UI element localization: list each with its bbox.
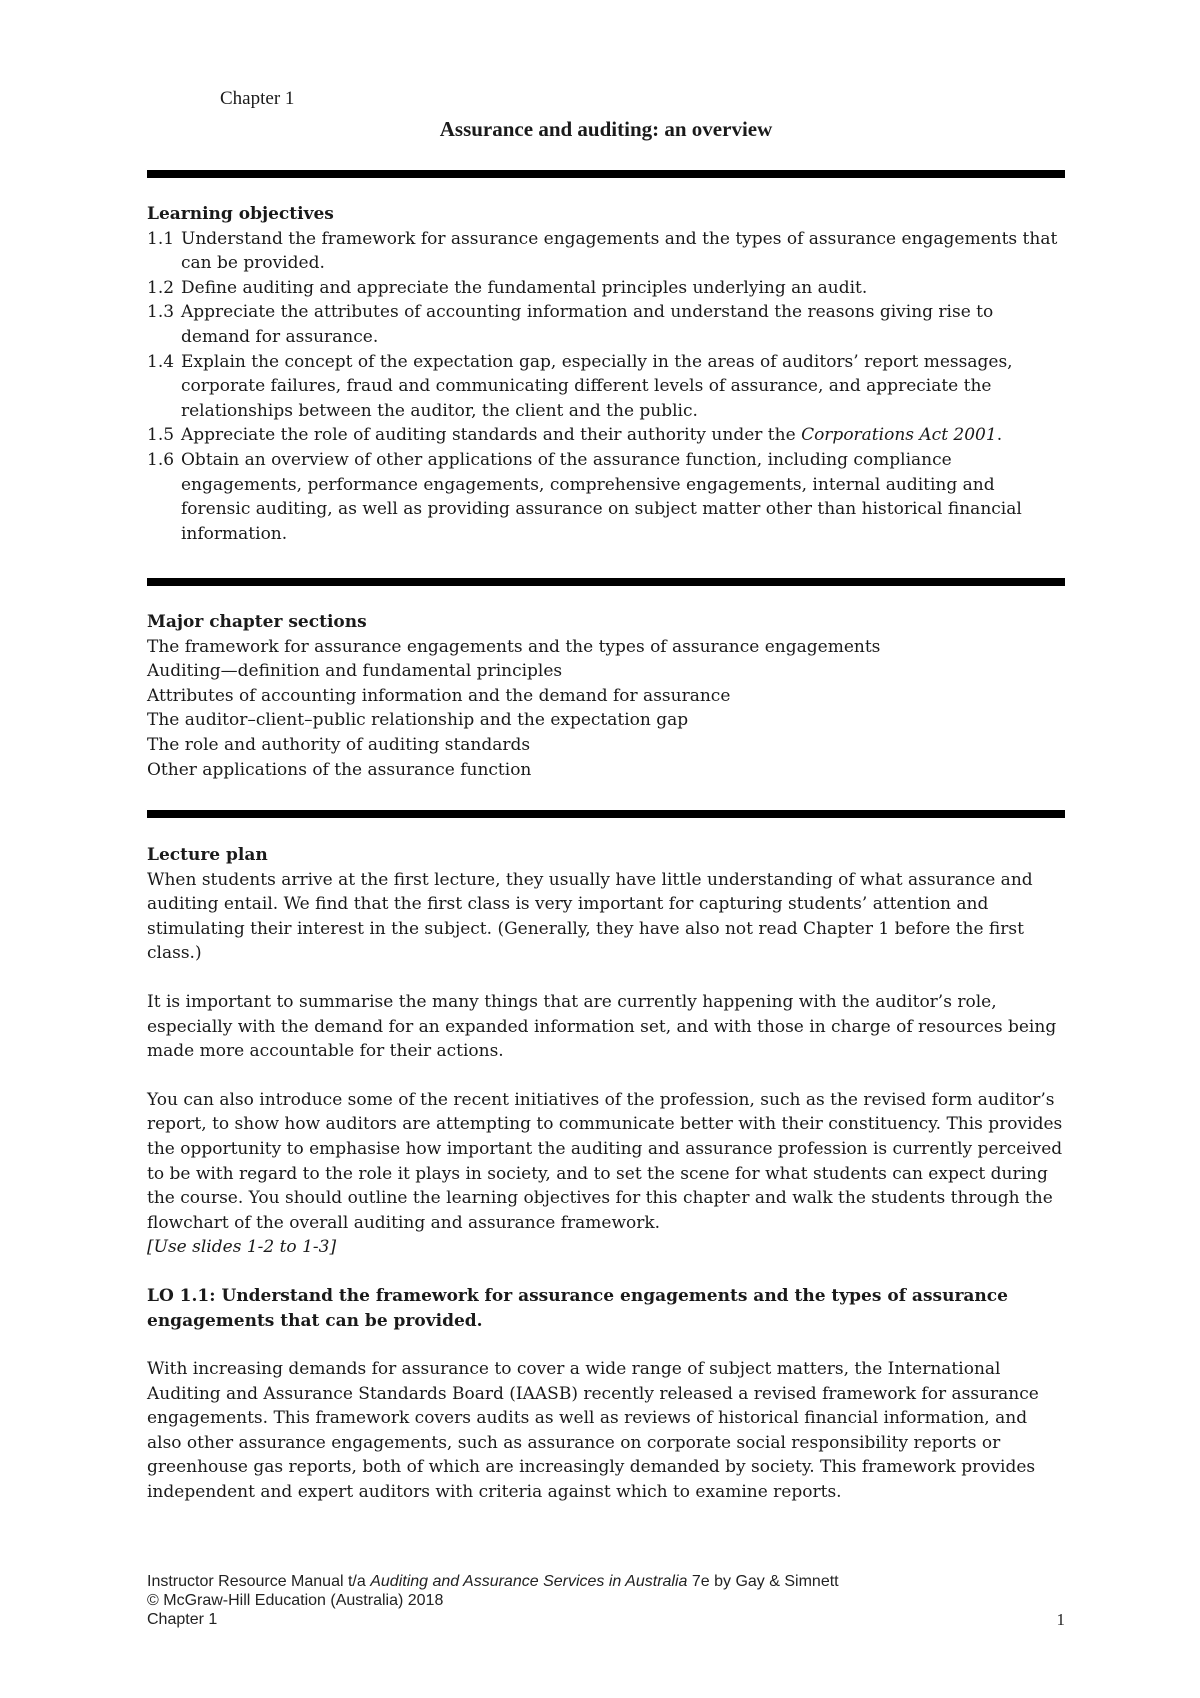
objective-item	[147, 350, 1065, 424]
objective-text: Appreciate the attributes of accounting information and understand the reasons giving rise to demand for assurance.	[181, 302, 994, 347]
objective-item	[147, 276, 1065, 301]
objective-item	[147, 300, 1065, 349]
page-number: 1	[1056, 1610, 1065, 1629]
objective-text: Explain the concept of the expectation gap, especially in the areas of auditors’ report messages, corporate failures, fraud and communicating different levels of assurance, and appreciate the relationships between the auditor, the client and the public.	[181, 351, 1013, 421]
footer-row	[147, 1610, 1065, 1629]
paragraph: It is important to summarise the many things that are currently happening with the auditor’s role, especially with the demand for an expanded information set, and with those in charge of resources being made more accountable for their actions.	[147, 991, 1057, 1062]
objective-text-part: .	[996, 425, 1003, 446]
divider-rule	[147, 578, 1065, 586]
list-item: Other applications of the assurance function	[147, 759, 532, 780]
list-item: The auditor–client–public relationship and the expectation gap	[147, 710, 689, 731]
objective-text: Obtain an overview of other applications of the assurance function, including compliance engagements, performance engagements, comprehensive engagements, internal auditing and forensic auditing, as well as providing assurance on subject matter other than historical financial information.	[181, 449, 1022, 544]
page-title: Assurance and auditing: an overview	[439, 117, 773, 141]
objective-text: Define auditing and appreciate the fundamental principles underlying an audit.	[181, 277, 868, 298]
footer-chapter: Chapter 1	[147, 1611, 218, 1628]
major-sections-section	[147, 610, 1065, 782]
footer-text: 7e by Gay & Simnett	[687, 1573, 839, 1590]
list-item: Auditing—definition and fundamental principles	[147, 661, 563, 682]
footer-line	[147, 1572, 1065, 1591]
page-footer	[147, 1572, 1065, 1629]
learning-objectives-section	[147, 202, 1065, 546]
list-item: The role and authority of auditing standards	[147, 734, 531, 755]
objective-text: Understand the framework for assurance engagements and the types of assurance engagements that can be provided.	[181, 228, 1058, 274]
objective-item	[147, 423, 1065, 448]
objective-number: 1.6	[147, 449, 175, 470]
section-heading: Learning objectives	[147, 204, 334, 224]
divider-rule	[147, 170, 1065, 178]
objective-text-part: Appreciate the role of auditing standards and their authority under the	[181, 425, 802, 446]
divider-rule	[147, 810, 1065, 818]
objective-number: 1.1	[147, 228, 175, 249]
copyright-line: © McGraw-Hill Education (Australia) 2018	[147, 1592, 444, 1609]
objective-number: 1.2	[147, 277, 175, 298]
paragraph: When students arrive at the first lecture, they usually have little understanding of what assurance and auditing entail. We find that the first class is very important for capturing students’ attention and stimulating their interest in the subject. (Generally, they have also not read Chapter 1 before the first class.)	[147, 869, 1033, 964]
footer-text: Instructor Resource Manual t/a	[147, 1573, 371, 1590]
chapter-label: Chapter 1	[220, 88, 295, 109]
lecture-plan-section	[147, 843, 1065, 1505]
paragraph: With increasing demands for assurance to cover a wide range of subject matters, the International Auditing and Assurance Standards Board (IAASB) recently released a revised framework for assurance engagements. This framework covers audits as well as reviews of historical financial information, and also other assurance engagements, such as assurance on corporate social responsibility reports or greenhouse gas reports, both of which are increasingly demanded by society. This framework provides independent and expert auditors with criteria against which to examine reports.	[147, 1359, 1039, 1503]
objective-number: 1.5	[147, 425, 175, 446]
section-heading: Major chapter sections	[147, 612, 367, 632]
slides-note: [Use slides 1-2 to 1-3]	[147, 1237, 337, 1258]
list-item: Attributes of accounting information and the demand for assurance	[147, 685, 731, 706]
objective-item	[147, 227, 1065, 276]
objective-number: 1.3	[147, 302, 175, 323]
section-heading: Lecture plan	[147, 845, 268, 865]
document-page	[147, 0, 1065, 1698]
book-title: Auditing and Assurance Services in Australia	[370, 1573, 688, 1590]
act-name: Corporations Act 2001	[801, 425, 997, 446]
objective-text	[181, 423, 1065, 448]
objective-item	[147, 448, 1065, 546]
lo-heading: LO 1.1: Understand the framework for assurance engagements and the types of assurance engagements that can be provided.	[147, 1285, 1008, 1331]
list-item: The framework for assurance engagements and the types of assurance engagements	[147, 636, 881, 657]
objective-number: 1.4	[147, 351, 175, 372]
paragraph: You can also introduce some of the recent initiatives of the profession, such as the revised form auditor’s report, to show how auditors are attempting to communicate better with their constituency. This provides the opportunity to emphasise how important the auditing and assurance profession is currently perceived to be with regard to the role it plays in society, and to set the scene for what students can expect during the course. You should outline the learning objectives for this chapter and walk the students through the flowchart of the overall auditing and assurance framework.	[147, 1089, 1063, 1233]
